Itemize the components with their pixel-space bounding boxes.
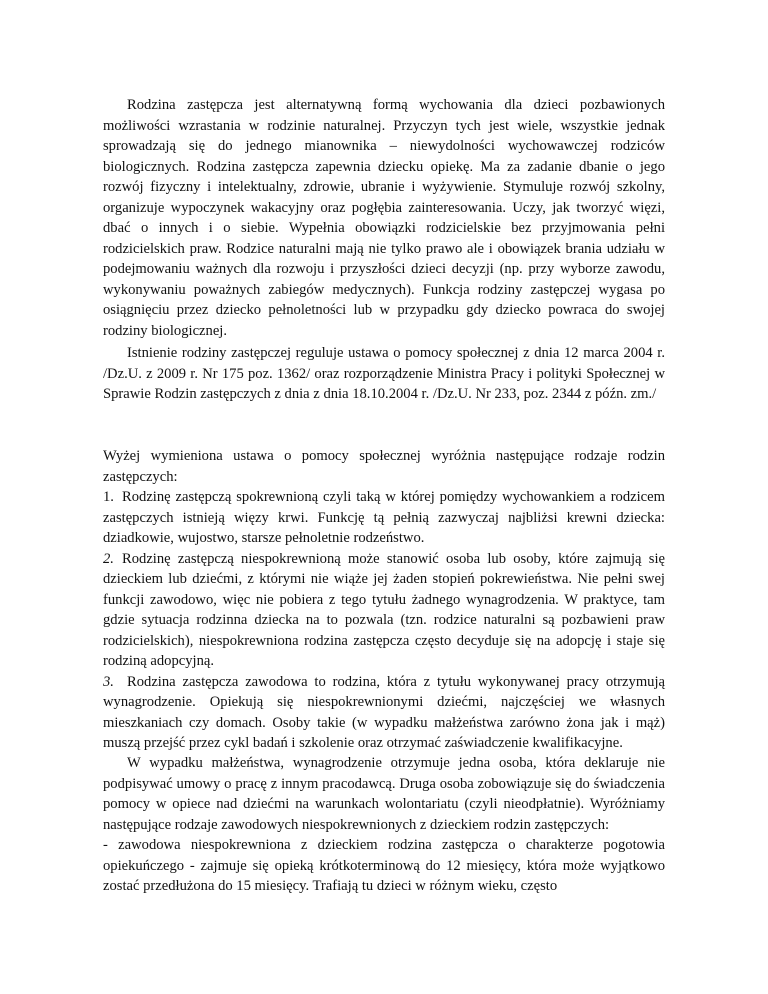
types-intro: Wyżej wymieniona ustawa o pomocy społecznej wyróżnia następujące rodzaje rodzin zastępczych: (103, 448, 665, 485)
list-item-number: 2. (103, 550, 114, 567)
marriage-text: W wypadku małżeństwa, wynagrodzenie otrzymuje jedna osoba, która deklaruje nie podpisywać umowy o pracę z innym pracodawcą. Druga osoba zobowiązuje się do świadczenia pomocy w opiece nad dziećmi na warunkach wolontariatu (czyli nieodpłatnie). Wyróżniamy następujące rodzaje zawodowych niespokrewnionych z dzieckiem rodzin zastępczych: (103, 755, 665, 833)
paragraph-legal-basis: Istnienie rodziny zastępczej reguluje ustawa o pomocy społecznej z dnia 12 marca 2004 r. /Dz.U. z 2009 r. Nr 175 poz. 1362/ oraz rozporządzenie Ministra Pracy i polityki Społecznej w Sprawie Rodzin zastępczych z dnia z dnia 18.10.2004 r. /Dz.U. Nr 233, poz. 2344 z późn. zm./ (103, 345, 665, 402)
list-item-text: Rodzina zastępcza zawodowa to rodzina, która z tytułu wykonywanej pracy otrzymują wynagrodzenie. Opiekują się niespokrewnionymi dziećmi, najczęściej we własnych mieszkaniach czy domach. Osoby takie (w wypadku małżeństwa zarówno żona jak i mąż) muszą przejść przez cykl badań i szkolenie oraz otrzymać zaświadczenie kwalifikacyjne. (103, 673, 665, 751)
paragraph-marriage (103, 753, 665, 897)
list-item (103, 487, 665, 549)
list-item-number: 1. (103, 489, 114, 505)
list-item-text: Rodzinę zastępczą niespokrewnioną może stanowić osoba lub osoby, które zajmują się dzieckiem lub dziećmi, z którymi nie wiąże jej żaden stopień pokrewieństwa. Nie pełni swej funkcji zawodowo, więc nie pobiera z tego tytułu żadnego wynagrodzenia. W praktyce, tam gdzie sytuacja rodzinna dziecka na to pozwala (tzn. rodzice naturalni są pozbawieni praw rodzicielskich), niespokrewniona rodzina zastępcza często decyduje się na adopcję i staje się rodziną adopcyjną. (103, 550, 665, 669)
list-item (103, 672, 665, 754)
list-item-number: 3. (103, 673, 114, 690)
emergency-family-text: - zawodowa niespokrewniona z dzieckiem rodzina zastępcza o charakterze pogotowia opiekuńczego - zajmuje się opieką krótkoterminową do 12 miesięcy, która może wyjątkowo zostać przedłużona do 15 miesięcy. Trafiają tu dzieci w różnym wieku, często (103, 837, 665, 894)
paragraph-intro: Rodzina zastępcza jest alternatywną formą wychowania dla dzieci pozbawionych możliwości wzrastania w rodzinie naturalnej. Przyczyn tych jest wiele, wszystkie jednak sprowadzają się do jednego mianownika – niewydolności wychowawczej rodziców biologicznych. Rodzina zastępcza zapewnia dziecku opiekę. Ma za zadanie dbanie o jego rozwój fizyczny i intelektualny, zdrowie, ubranie i wyżywienie. Stymuluje rozwój szkolny, organizuje wypoczynek wakacyjny oraz pogłębia zainteresowania. Uczy, jak tworzyć więzi, dbać o innych i o siebie. Wypełnia obowiązki rodzicielskie bez przyjmowania pełni rodzicielskich praw. Rodzice naturalni mają nie tylko prawo ale i obowiązek brania udziału w podejmowaniu ważnych dla rozwoju i przyszłości dzieci decyzji (np. przy wyborze zawodu, wykonywaniu poważnych zabiegów medycznych). Funkcja rodziny zastępczej wygasa po osiągnięciu przez dziecko pełnoletności lub w przypadku gdy dziecko powraca do swojej rodziny biologicznej. (103, 97, 665, 339)
list-item-text: Rodzinę zastępczą spokrewnioną czyli taką w której pomiędzy wychowankiem a rodzicem zastępczych istnieją więzy krwi. Funkcję tą pełnią zazwyczaj najbliżsi krewni dziecka: dziadkowie, wujostwo, starsze pełnoletnie rodzeństwo. (103, 489, 665, 546)
list-item (103, 549, 665, 672)
paragraph-types (103, 446, 665, 754)
